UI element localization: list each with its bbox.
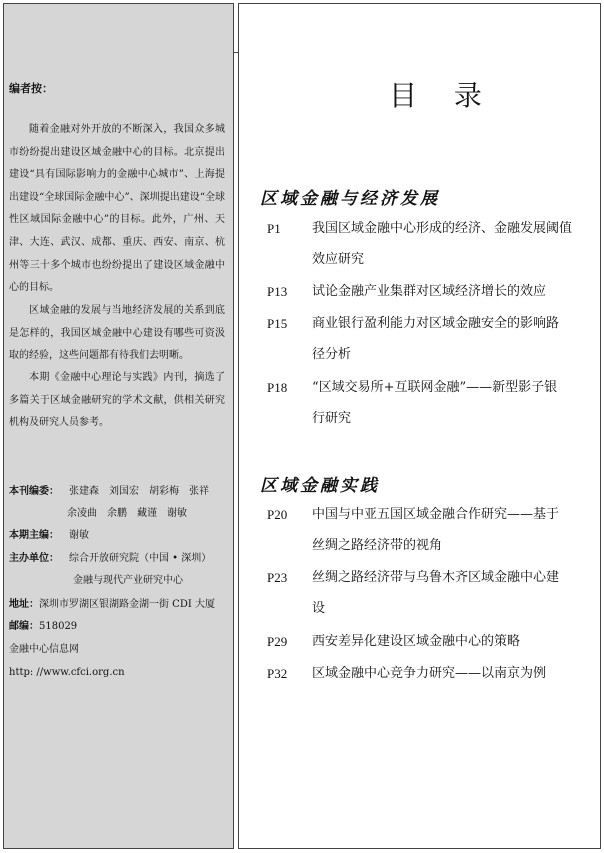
postcode-label: 邮编： (9, 621, 39, 632)
host-label: 主办单位： (9, 553, 59, 564)
address-label: 地址： (9, 599, 39, 610)
section-heading-finance-practice: 区域金融实践 (260, 476, 380, 496)
toc-entry-line: 中国与中亚五国区域金融合作研究——基于 (312, 507, 560, 522)
chief-editor-value: 谢敏 (69, 530, 89, 541)
toc-entry-title (312, 372, 598, 434)
host-line-1: 综合开放研究院（中国 • 深圳） (69, 553, 212, 564)
postcode-row (9, 619, 77, 635)
toc-page-number: P18 (267, 380, 288, 395)
chief-editor-row (9, 528, 89, 544)
editors-line-1: 张建森 刘国宏 胡彩梅 张祥 (69, 486, 209, 497)
address-row (9, 597, 215, 613)
host-row (9, 551, 211, 567)
toc-entry-line: 径分析 (312, 347, 352, 362)
site-name: 金融中心信息网 (9, 644, 79, 655)
editor-note-paragraph-3 (9, 367, 225, 435)
host-line-2: 金融与现代产业研究中心 (73, 575, 183, 586)
editors-row (9, 484, 209, 500)
toc-entry-line: 我国区域金融中心形成的经济、金融发展阈值 (312, 221, 573, 236)
editors-line-2: 余凌曲 余鹏 藏谨 谢敏 (67, 508, 187, 519)
toc-entry-title (312, 562, 598, 624)
section-heading-finance-economy: 区域金融与经济发展 (260, 189, 440, 209)
address-value: 深圳市罗湖区银湖路金湖一街 CDI 大厦 (39, 599, 215, 610)
toc-entry-line: 效应研究 (312, 252, 365, 267)
editor-note-text: 区域金融的发展与当地经济发展的关系到底是怎样的，我国区域金融中心建设有哪些可资汲取的经验，这些问题都有待我们去明晰。 (9, 305, 225, 362)
toc-page-number: P32 (267, 666, 288, 681)
toc-entry-title (312, 626, 598, 657)
toc-page-number: P13 (267, 284, 288, 299)
editor-note-text: 随着金融对外开放的不断深入，我国众多城市纷纷提出建设区域金融中心的目标。北京提出建设“具有国际影响力的金融中心城市”、上海提出建设“全球国际金融中心”、深圳提出建设“全球性区域国际金融中心”的目标。此外，广州、天津、大连、武汉、成都、重庆、西安、南京、杭州等三十多个城市也纷纷提出了建设区域金融中心的目标。 (9, 124, 225, 294)
toc-page-number: P23 (267, 570, 288, 585)
toc-page-number: P15 (267, 316, 288, 331)
toc-entry-line: “区域交易所+互联网金融”——新型影子银 (312, 380, 558, 395)
toc-entry-line: 丝绸之路经济带与乌鲁木齐区域金融中心建 (312, 570, 560, 585)
chief-editor-label: 本期主编： (9, 530, 59, 541)
toc-entry-line: 丝绸之路经济带的视角 (312, 538, 443, 553)
toc-page-number: P20 (267, 507, 288, 522)
editors-label: 本刊编委： (9, 486, 59, 497)
toc-entry-title (312, 213, 598, 275)
toc-entry-title (312, 308, 598, 370)
toc-entry-line: 试论金融产业集群对区域经济增长的效应 (312, 284, 547, 299)
toc-page-number: P1 (267, 221, 281, 236)
toc-entry-line: 西安差异化建设区域金融中心的策略 (312, 634, 521, 649)
toc-entry-line: 行研究 (312, 411, 352, 426)
editor-note-paragraph-1 (9, 119, 225, 300)
toc-title: 目 录 (389, 79, 496, 112)
toc-entry-title (312, 276, 598, 307)
editor-note-text: 本期《金融中心理论与实践》内刊，摘选了多篇关于区域金融研究的学术文献，供相关研究机构及研究人员参考。 (9, 372, 225, 429)
toc-entry-title (312, 499, 598, 561)
editor-note-paragraph-2 (9, 300, 225, 368)
site-url: http: //www.cfci.org.cn (9, 667, 125, 678)
toc-entry-title (312, 658, 598, 689)
toc-entry-line: 区域金融中心竞争力研究——以南京为例 (312, 666, 547, 681)
toc-page-number: P29 (267, 634, 288, 649)
toc-entry-line: 设 (312, 601, 326, 616)
toc-entry-line: 商业银行盈利能力对区域金融安全的影响路 (312, 316, 560, 331)
editor-note-heading: 编者按： (9, 82, 53, 95)
postcode-value: 518029 (39, 621, 78, 632)
